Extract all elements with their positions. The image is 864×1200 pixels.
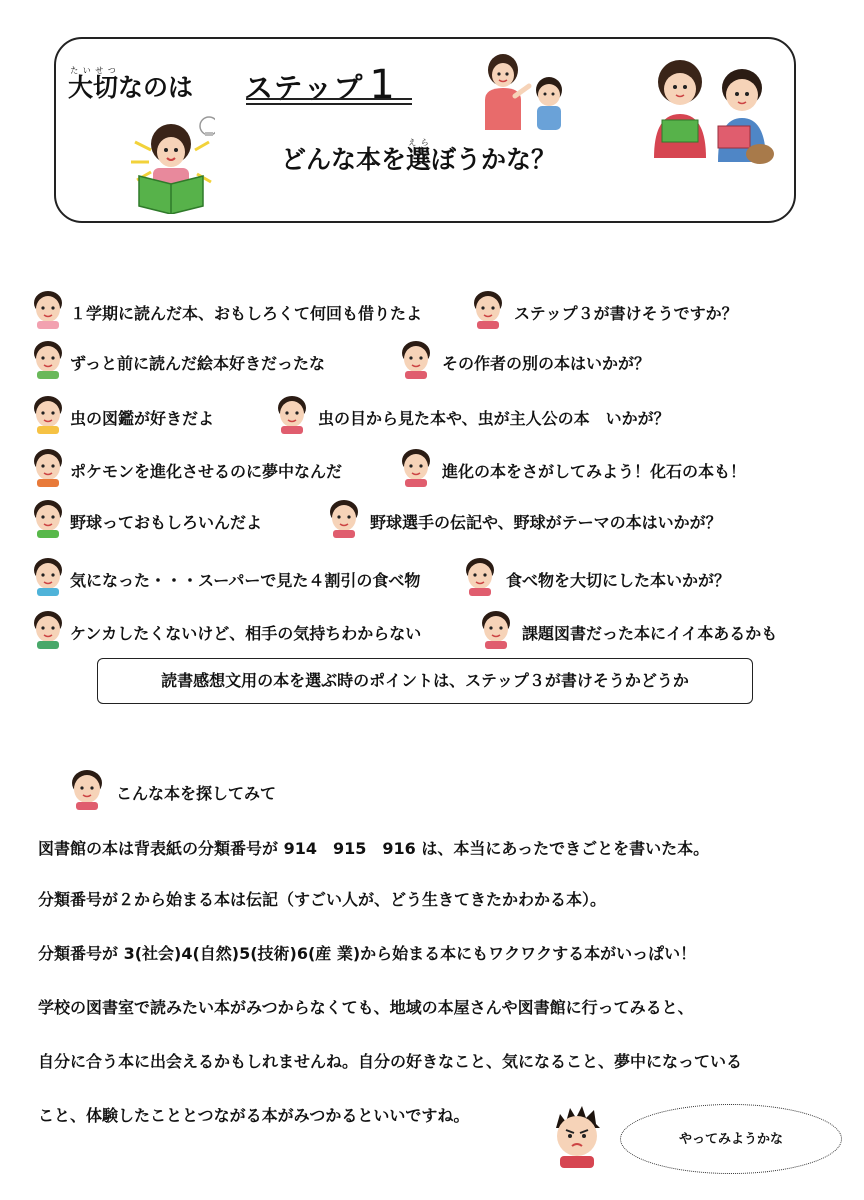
child-face-icon xyxy=(30,556,66,596)
child-line: 虫の図鑑が好きだよ xyxy=(70,409,215,428)
children-reading-illustration xyxy=(648,58,776,170)
child-face-icon xyxy=(30,289,66,329)
body-line: 分類番号が２から始まる本は伝記（すごい人が、どう生きてきたかわかる本）。 xyxy=(38,890,607,909)
teacher-face-icon xyxy=(326,498,362,538)
teacher-face-icon xyxy=(462,556,498,596)
teacher-line: 野球選手の伝記や、野球がテーマの本はいかが？ xyxy=(370,513,722,532)
boy-face-illustration xyxy=(548,1102,606,1168)
body-line: 分類番号が 3(社会)4(自然)5(技術)6(産 業)から始まる本にもワクワクする本がいっぱい！ xyxy=(38,944,697,963)
header-step-label: ステップ 1 xyxy=(244,62,396,108)
header-title-important: 大切たいせつなのは xyxy=(68,66,194,102)
header-underline xyxy=(246,98,412,100)
child-face-icon xyxy=(30,394,66,434)
body-line: 自分に合う本に出会えるかもしれませんね。自分の好きなこと、気になること、夢中になっている xyxy=(38,1052,743,1071)
girl-reading-idea-illustration xyxy=(125,112,215,214)
teacher-line: 虫の目から見た本や、虫が主人公の本 いかが？ xyxy=(318,409,670,428)
teacher-face-icon xyxy=(398,447,434,487)
search-heading: こんな本を探してみて xyxy=(116,784,277,803)
child-line: １学期に読んだ本、おもしろくて何回も借りたよ xyxy=(70,304,423,323)
teacher-line: ステップ３が書けそうですか？ xyxy=(514,304,738,323)
child-line: ケンカしたくないけど、相手の気持ちわからない xyxy=(70,624,422,643)
child-line: 気になった・・・スーパーで見た４割引の食べ物 xyxy=(70,571,421,590)
child-face-icon xyxy=(30,609,66,649)
teacher-face-icon xyxy=(68,768,106,810)
child-face-icon xyxy=(30,498,66,538)
body-line: 学校の図書室で読みたい本がみつからなくても、地域の本屋さんや図書館に行ってみると、 xyxy=(38,998,694,1017)
speech-bubble-text: やってみようかな xyxy=(678,1132,783,1147)
point-text: 読書感想文用の本を選ぶ時のポイントは、ステップ３が書けそうかどうか xyxy=(161,671,689,690)
body-line: こと、体験したこととつながる本がみつかるといいですね。 xyxy=(38,1106,470,1125)
header-question: どんな本を選えらぼうかな？ xyxy=(281,138,557,174)
teacher-face-icon xyxy=(470,289,506,329)
child-face-icon xyxy=(30,339,66,379)
header-underline xyxy=(246,103,412,105)
child-line: ポケモンを進化させるのに夢中なんだ xyxy=(70,462,343,481)
teacher-and-child-illustration xyxy=(475,50,575,132)
teacher-line: その作者の別の本はいかが？ xyxy=(442,354,651,373)
teacher-face-icon xyxy=(274,394,310,434)
teacher-face-icon xyxy=(478,609,514,649)
child-face-icon xyxy=(30,447,66,487)
child-line: 野球っておもしろいんだよ xyxy=(70,513,263,532)
body-line: 図書館の本は背表紙の分類番号が 914 915 916 は、本当にあったできごとを書いた本。 xyxy=(38,839,710,858)
child-line: ずっと前に読んだ絵本好きだったな xyxy=(70,354,326,373)
teacher-line: 課題図書だった本にイイ本あるかも xyxy=(522,624,778,643)
teacher-face-icon xyxy=(398,339,434,379)
teacher-line: 食べ物を大切にした本いかが？ xyxy=(506,571,731,590)
teacher-line: 進化の本をさがしてみよう！化石の本も！ xyxy=(442,462,747,481)
